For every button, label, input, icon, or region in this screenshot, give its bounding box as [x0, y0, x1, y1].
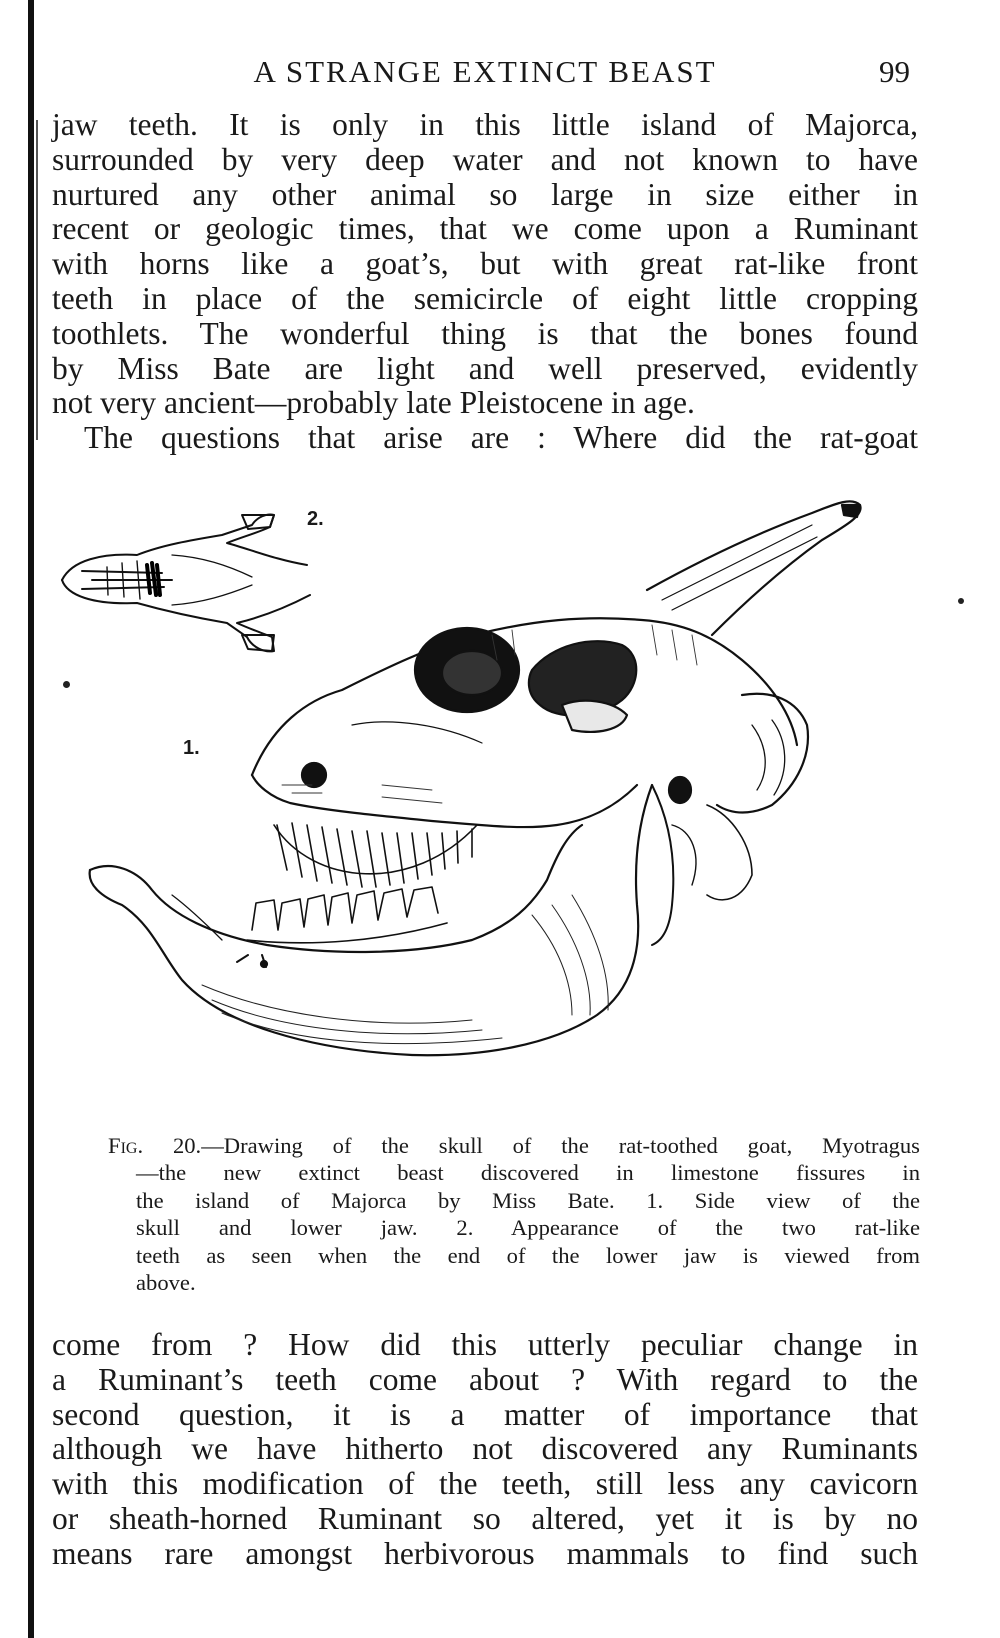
figure-caption [108, 1132, 920, 1296]
text-line: by Miss Bate are light and well preserved, evidently [52, 350, 918, 386]
text-line: second question, it is a matter of importance that [52, 1396, 918, 1432]
print-speck [958, 598, 964, 604]
page-binding-edge [28, 0, 34, 1638]
print-speck [63, 681, 70, 688]
figure-label-1: 1. [183, 737, 200, 759]
myotragus-skull-drawing [52, 485, 932, 1105]
caption-line: —the new extinct beast discovered in limestone fissures in [136, 1160, 920, 1186]
text-line: not very ancient—probably late Pleistocene in age. [52, 385, 695, 421]
text-line: or sheath-horned Ruminant so altered, yet it is by no [52, 1500, 918, 1536]
page-binding-shadow [36, 120, 38, 440]
text-line: with this modification of the teeth, still less any cavicorn [52, 1466, 918, 1502]
text-line: come from ? How did this utterly peculiar change in [52, 1327, 918, 1362]
text-line: with horns like a goat’s, but with great rat-like front [52, 246, 918, 282]
page-header [60, 52, 910, 92]
caption-line: the island of Majorca by Miss Bate. 1. Side view of the [136, 1187, 920, 1213]
text-line: teeth in place of the semicircle of eight little cropping [52, 280, 918, 316]
caption-line: skull and lower jaw. 2. Appearance of the two rat-like [136, 1215, 920, 1241]
caption-line [108, 1132, 920, 1159]
skull-side-view [90, 501, 861, 1055]
caption-line: above. [136, 1270, 196, 1296]
paragraph-start-line: The questions that arise are : Where did the rat-goat [84, 420, 918, 456]
text-line: a Ruminant’s teeth come about ? With regard to the [52, 1361, 918, 1397]
paragraph-bottom [52, 1328, 918, 1572]
paragraph-top [52, 108, 918, 456]
text-line: surrounded by very deep water and not known to have [52, 141, 918, 177]
skull-illustration [52, 485, 932, 1105]
text-line: nurtured any other animal so large in size either in [52, 176, 918, 212]
caption-line: teeth as seen when the end of the lower jaw is viewed from [136, 1242, 920, 1268]
text-line: means rare amongst herbivorous mammals to find such [52, 1535, 918, 1571]
text-line: recent or geologic times, that we come upon a Ruminant [52, 211, 918, 247]
text-line: although we have hitherto not discovered any Ruminants [52, 1431, 918, 1467]
text-line: jaw teeth. It is only in this little island of Majorca, [52, 107, 918, 142]
caption-text: —Drawing of the skull of the rat-toothed goat, Myotragus [201, 1133, 920, 1158]
figure-number: Fig. 20. [108, 1133, 202, 1158]
text-line: toothlets. The wonderful thing is that the bones found [52, 315, 918, 351]
running-title: A STRANGE EXTINCT BEAST [253, 54, 717, 89]
page-number: 99 [879, 54, 910, 89]
figure-label-2: 2. [307, 508, 324, 530]
jaw-top-view [62, 514, 310, 651]
